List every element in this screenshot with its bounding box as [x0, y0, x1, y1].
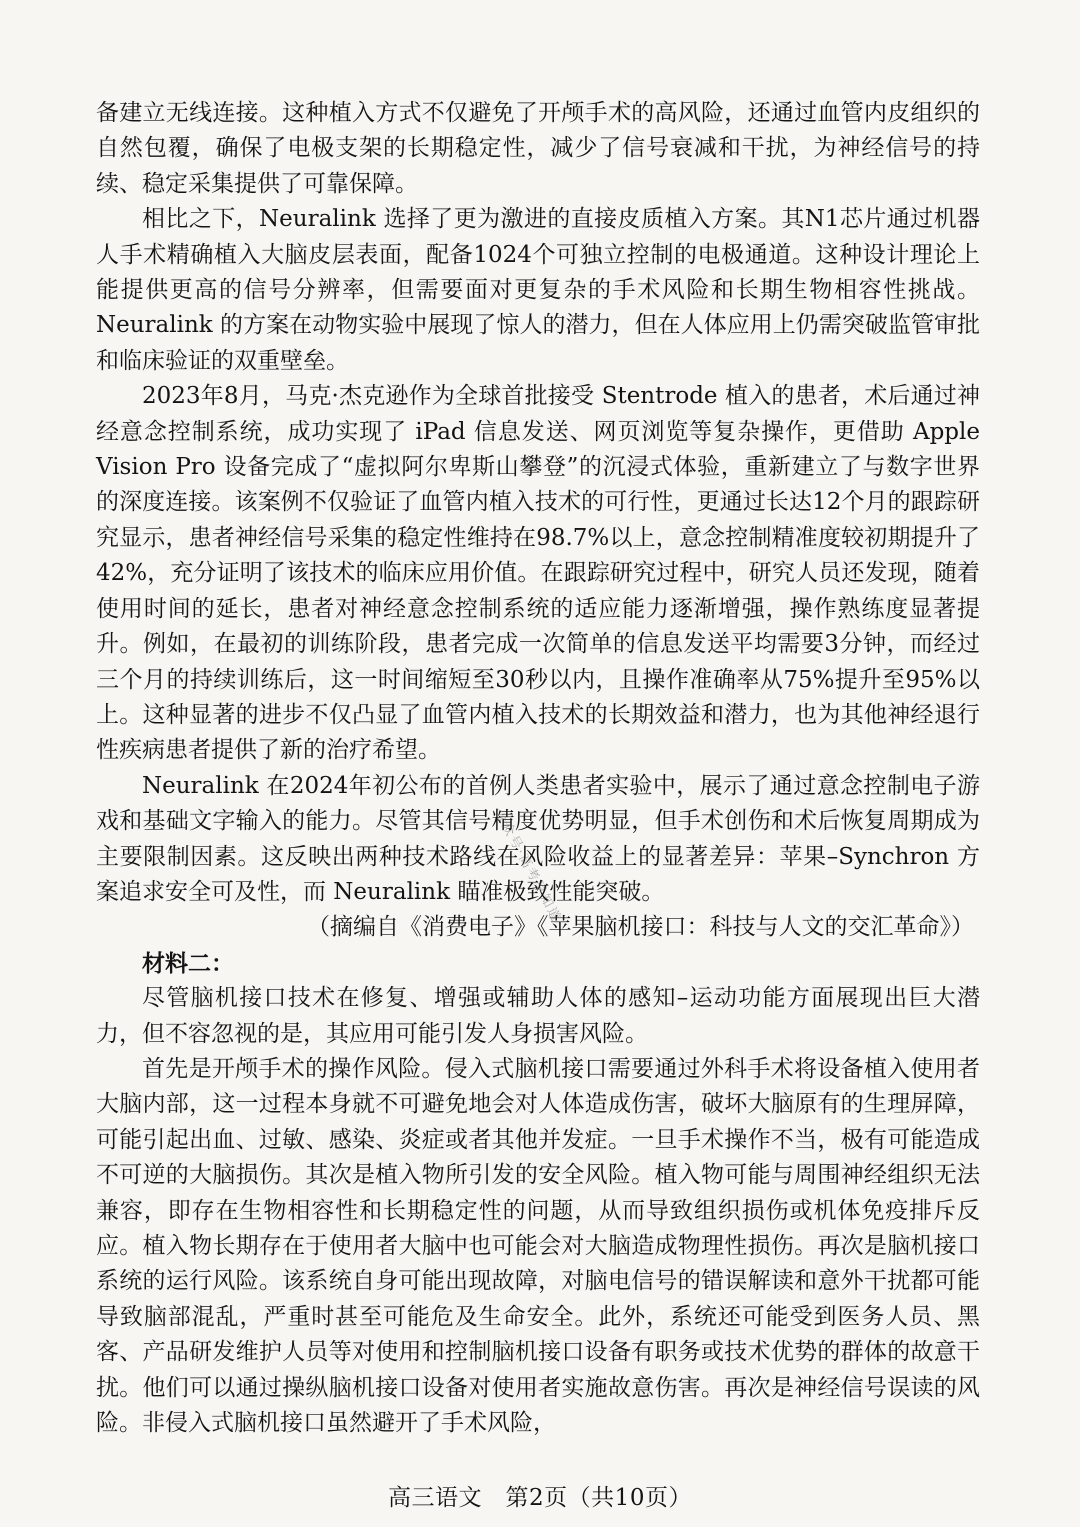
page-content: [96, 96, 980, 1441]
paragraph-neuralink-approach: 相比之下，Neuralink 选择了更为激进的直接皮质植入方案。其N1芯片通过机器人手术精确植入大脑皮层表面，配备1024个可独立控制的电极通道。这种设计理论上能提供更高的信号分辨率，但需要面对更复杂的手术风险和长期生物相容性挑战。Neuralink 的方案在动物实验中展现了惊人的潜力，但在人体应用上仍需突破监管审批和临床验证的双重壁垒。: [96, 206, 980, 374]
watermark: 公众号·高考早知道: [491, 806, 564, 926]
source-citation: （摘编自《消费电子》《苹果脑机接口：科技与人文的交汇革命》）: [307, 914, 974, 941]
paragraph-risk-intro: 尽管脑机接口技术在修复、增强或辅助人体的感知–运动功能方面展现出巨大潜力，但不容忽视的是，其应用可能引发人身损害风险。: [96, 985, 980, 1047]
paragraph-risk-details: 首先是开颅手术的操作风险。侵入式脑机接口需要通过外科手术将设备植入使用者大脑内部，这一过程本身就不可避免地会对人体造成伤害，破坏大脑原有的生理屏障，可能引起出血、过敏、感染、炎症或者其他并发症。一旦手术操作不当，极有可能造成不可逆的大脑损伤。其次是植入物所引发的安全风险。植入物可能与周围神经组织无法兼容，即存在生物相容性和长期稳定性的问题，从而导致组织损伤或机体免疫排斥反应。植入物长期存在于使用者大脑中也可能会对大脑造成物理性损伤。再次是脑机接口系统的运行风险。该系统自身可能出现故障，对脑电信号的错误解读和意外干扰都可能导致脑部混乱，严重时甚至可能危及生命安全。此外，系统还可能受到医务人员、黑客、产品研发维护人员等对使用和控制脑机接口设备有职务或技术优势的群体的故意干扰。他们可以通过操纵脑机接口设备对使用者实施故意伤害。再次是神经信号误读的风险。非侵入式脑机接口虽然避开了手术风险，: [96, 1055, 980, 1437]
paragraph-case-study: 2023年8月，马克·杰克逊作为全球首批接受 Stentrode 植入的患者，术后通过神经意念控制系统，成功实现了 iPad 信息发送、网页浏览等复杂操作，更借助 Apple Vision Pro 设备完成了“虚拟阿尔卑斯山攀登”的沉浸式体验，重新建立了与数字世界的深度连接。该案例不仅验证了血管内植入技术的可行性，更通过长达12个月的跟踪研究显示，患者神经信号采集的稳定性维持在98.7%以上，意念控制精准度较初期提升了42%，充分证明了该技术的临床应用价值。在跟踪研究过程中，研究人员还发现，随着使用时间的延长，患者对神经意念控制系统的适应能力逐渐增强，操作熟练度显著提升。例如，在最初的训练阶段，患者完成一次简单的信息发送平均需要3分钟，而经过三个月的持续训练后，这一时间缩短至30秒以内，且操作准确率从75%提升至95%以上。这种显著的进步不仅凸显了血管内植入技术的长期效益和潜力，也为其他神经退行性疾病患者提供了新的治疗希望。: [96, 383, 980, 764]
material-two-heading: 材料二：: [142, 949, 234, 977]
paragraph-neuralink-trial: Neuralink 在2024年初公布的首例人类患者实验中，展示了通过意念控制电子游戏和基础文字输入的能力。尽管其信号精度优势明显，但手术创伤和术后恢复周期成为主要限制因素。这反映出两种技术路线在风险收益上的显著差异：苹果–Synchron 方案追求安全可及性，而 Neuralink 瞄准极致性能突破。: [96, 772, 980, 905]
page-footer: 高三语文 第2页（共10页）: [388, 1485, 692, 1511]
paragraph-continuation: 备建立无线连接。这种植入方式不仅避免了开颅手术的高风险，还通过血管内皮组织的自然包覆，确保了电极支架的长期稳定性，减少了信号衰减和干扰，为神经信号的持续、稳定采集提供了可靠保障。: [96, 100, 980, 197]
